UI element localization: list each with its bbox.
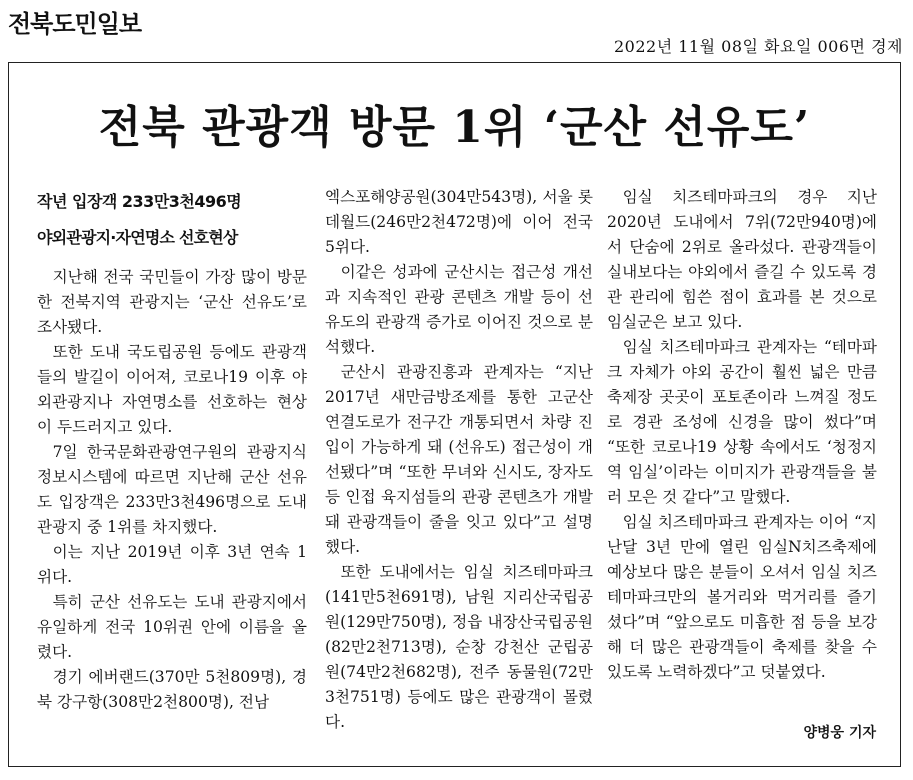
article-column-3 [607, 185, 877, 685]
paragraph: 특히 군산 선유도는 도내 관광지에서 유일하게 전국 10위권 안에 이름을 올렸다. [37, 593, 307, 661]
byline: 양병웅 기자 [803, 725, 876, 741]
paragraph: 경기 에버랜드(370만 5천809명), 경북 강구항(308만2천800명), 전남 [37, 668, 307, 711]
paragraph: 엑스포해양공원(304만543명), 서울 롯데월드(246만2천472명)에 이어 전국 5위다. [325, 188, 593, 256]
article-column-2 [325, 185, 593, 735]
paragraph: 임실 치즈테마파크 관계자는 “테마파크 자체가 야외 공간이 훨씬 넓은 만큼 축제장 곳곳이 포토존이라 느껴질 정도로 경관 조성에 신경을 많이 썼다”며 “또한 코로나19 상황 속에서도 ‘청정지역 임실’이라는 이미지가 관광객들을 불러 모은 것 같다”고 말했다. [607, 338, 877, 506]
paragraph: 지난해 전국 국민들이 가장 많이 방문한 전북지역 관광지는 ‘군산 선유도’로 조사됐다. [37, 268, 307, 336]
article-headline: 전북 관광객 방문 1위 ‘군산 선유도’ [98, 102, 811, 153]
paragraph: 군산시 관광진흥과 관계자는 “지난 2017년 새만금방조제를 통한 고군산 연결도로가 전구간 개통되면서 차량 진입이 가능하게 돼 (선유도) 접근성이 개선됐다”며 “또한 무녀와 신시도, 장자도 등 인접 육지섬들의 관광 콘텐츠가 개발돼 관광객들이 줄을 잇고 있다”고 설명했다. [325, 363, 593, 556]
subheadline-1: 작년 입장객 233만3천496명 [37, 192, 242, 211]
paragraph: 임실 치즈테마파크 관계자는 이어 “지난달 3년 만에 열린 임실N치즈축제에 예상보다 많은 분들이 오셔서 임실 치즈테마파크만의 볼거리와 먹거리를 즐기셨다”며 “앞으로도 미흡한 점 등을 보강해 더 많은 관광객들이 축제를 찾을 수 있도록 노력하겠다”고 덧붙였다. [607, 513, 877, 681]
paragraph: 또한 도내 국도립공원 등에도 관광객들의 발길이 이어져, 코로나19 이후 야외관광지나 자연명소를 선호하는 현상이 두드러지고 있다. [37, 343, 307, 436]
paragraph: 임실 치즈테마파크의 경우 지난 2020년 도내에서 7위(72만940명)에서 단숨에 2위로 올라섰다. 관광객들이 실내보다는 야외에서 즐길 수 있도록 경관 관리에 힘쓴 점이 효과를 본 것으로 임실군은 보고 있다. [607, 188, 877, 331]
newspaper-masthead: 전북도민일보 [8, 10, 142, 38]
paragraph: 또한 도내에서는 임실 치즈테마파크(141만5천691명), 남원 지리산국립공원(129만750명), 정읍 내장산국립공원(82만2천713명), 순창 강천산 군립공원(74만2천682명), 전주 동물원(72만3천751명) 등에도 많은 관광객이 몰렸다. [325, 563, 593, 731]
article-column-1 [37, 183, 307, 715]
subheadline-2: 야외관광지·자연명소 선호현상 [37, 228, 238, 247]
paragraph: 7일 한국문화관광연구원의 관광지식정보시스템에 따르면 지난해 군산 선유도 입장객은 233만3천496명으로 도내 관광지 중 1위를 차지했다. [37, 443, 307, 536]
paragraph: 이는 지난 2019년 이후 3년 연속 1위다. [37, 543, 307, 586]
dateline: 2022년 11월 08일 화요일 006면 경제 [613, 37, 903, 56]
article-frame [8, 62, 901, 767]
paragraph: 이같은 성과에 군산시는 접근성 개선과 지속적인 관광 콘텐츠 개발 등이 선유도의 관광객 증가로 이어진 것으로 분석했다. [325, 263, 593, 356]
